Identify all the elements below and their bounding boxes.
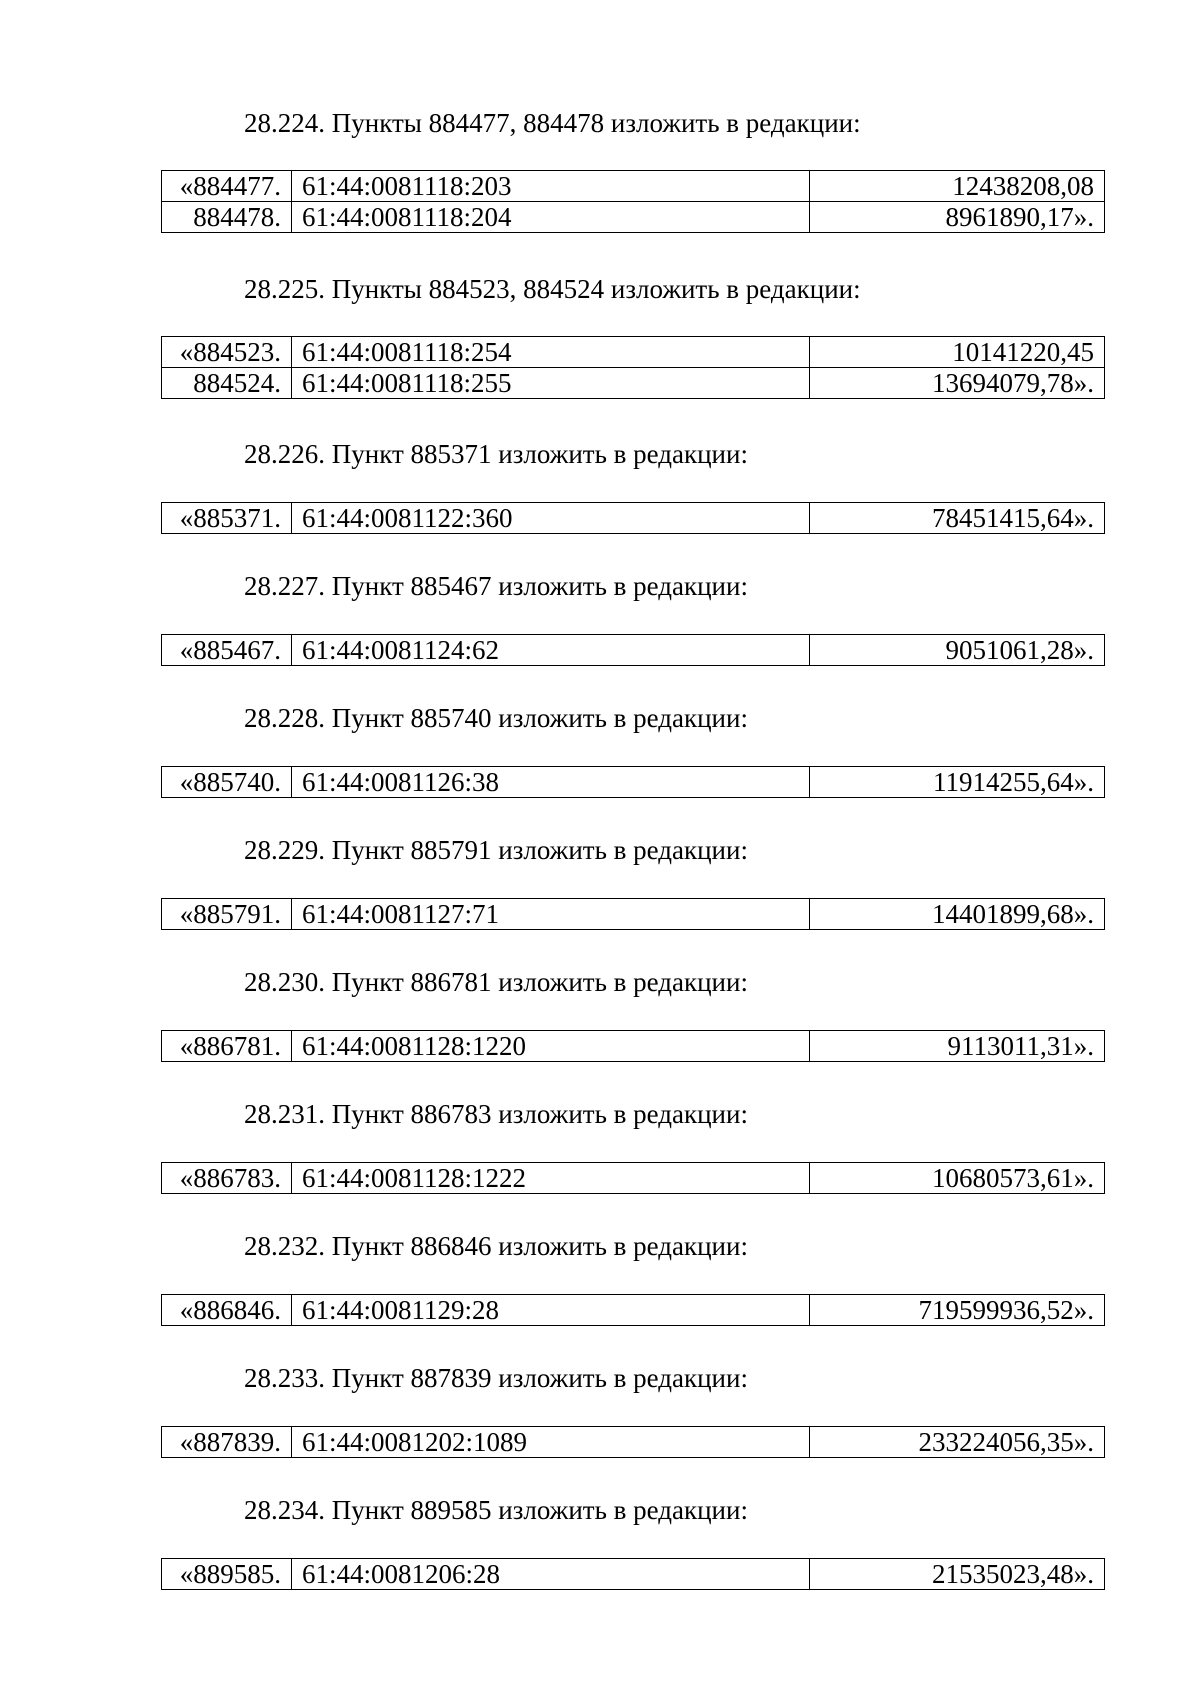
table-row	[162, 899, 1105, 930]
cadastral-value: 14401899,68».	[810, 899, 1105, 930]
section-heading: 28.224. Пункты 884477, 884478 изложить в редакции:	[244, 108, 861, 138]
section-heading: 28.229. Пункт 885791 изложить в редакции:	[244, 835, 748, 865]
cadastral-number: 61:44:0081128:1222	[292, 1163, 810, 1194]
item-number: «886783.	[162, 1163, 292, 1194]
section-table	[161, 1558, 1105, 1590]
item-number: «886846.	[162, 1295, 292, 1326]
table-row	[162, 1163, 1105, 1194]
cadastral-value: 10141220,45	[810, 337, 1105, 368]
section-heading: 28.233. Пункт 887839 изложить в редакции:	[244, 1363, 748, 1393]
item-number: «885467.	[162, 635, 292, 666]
table-row	[162, 1031, 1105, 1062]
section-table	[161, 1030, 1105, 1062]
cadastral-value: 8961890,17».	[810, 202, 1105, 233]
table-row	[162, 202, 1105, 233]
section-heading: 28.234. Пункт 889585 изложить в редакции:	[244, 1495, 748, 1525]
section-table	[161, 1294, 1105, 1326]
section-table	[161, 634, 1105, 666]
cadastral-value: 12438208,08	[810, 171, 1105, 202]
section-heading: 28.227. Пункт 885467 изложить в редакции:	[244, 571, 748, 601]
item-number: 884524.	[162, 368, 292, 399]
item-number: «885371.	[162, 503, 292, 534]
cadastral-number: 61:44:0081118:254	[292, 337, 810, 368]
cadastral-value: 719599936,52».	[810, 1295, 1105, 1326]
section-table	[161, 1426, 1105, 1458]
cadastral-number: 61:44:0081202:1089	[292, 1427, 810, 1458]
table-row	[162, 1295, 1105, 1326]
item-number: «887839.	[162, 1427, 292, 1458]
cadastral-value: 13694079,78».	[810, 368, 1105, 399]
item-number: «886781.	[162, 1031, 292, 1062]
item-number: «884477.	[162, 171, 292, 202]
cadastral-value: 11914255,64».	[810, 767, 1105, 798]
item-number: «884523.	[162, 337, 292, 368]
cadastral-value: 9113011,31».	[810, 1031, 1105, 1062]
item-number: «885740.	[162, 767, 292, 798]
section-table	[161, 766, 1105, 798]
cadastral-number: 61:44:0081206:28	[292, 1559, 810, 1590]
cadastral-number: 61:44:0081118:204	[292, 202, 810, 233]
section-heading: 28.228. Пункт 885740 изложить в редакции:	[244, 703, 748, 733]
item-number: «889585.	[162, 1559, 292, 1590]
cadastral-value: 21535023,48».	[810, 1559, 1105, 1590]
cadastral-value: 9051061,28».	[810, 635, 1105, 666]
cadastral-number: 61:44:0081122:360	[292, 503, 810, 534]
table-row	[162, 767, 1105, 798]
section-heading: 28.230. Пункт 886781 изложить в редакции:	[244, 967, 748, 997]
cadastral-number: 61:44:0081124:62	[292, 635, 810, 666]
cadastral-number: 61:44:0081118:203	[292, 171, 810, 202]
table-row	[162, 368, 1105, 399]
cadastral-value: 233224056,35».	[810, 1427, 1105, 1458]
section-heading: 28.225. Пункты 884523, 884524 изложить в редакции:	[244, 274, 861, 304]
section-table	[161, 170, 1105, 233]
section-heading: 28.232. Пункт 886846 изложить в редакции:	[244, 1231, 748, 1261]
item-number: «885791.	[162, 899, 292, 930]
table-row	[162, 1559, 1105, 1590]
section-table	[161, 502, 1105, 534]
cadastral-number: 61:44:0081126:38	[292, 767, 810, 798]
cadastral-value: 10680573,61».	[810, 1163, 1105, 1194]
section-table	[161, 336, 1105, 399]
table-row	[162, 171, 1105, 202]
cadastral-number: 61:44:0081128:1220	[292, 1031, 810, 1062]
cadastral-number: 61:44:0081127:71	[292, 899, 810, 930]
item-number: 884478.	[162, 202, 292, 233]
table-row	[162, 503, 1105, 534]
table-row	[162, 635, 1105, 666]
table-row	[162, 337, 1105, 368]
table-row	[162, 1427, 1105, 1458]
section-table	[161, 1162, 1105, 1194]
cadastral-number: 61:44:0081129:28	[292, 1295, 810, 1326]
section-table	[161, 898, 1105, 930]
cadastral-number: 61:44:0081118:255	[292, 368, 810, 399]
section-heading: 28.226. Пункт 885371 изложить в редакции:	[244, 439, 748, 469]
section-heading: 28.231. Пункт 886783 изложить в редакции:	[244, 1099, 748, 1129]
cadastral-value: 78451415,64».	[810, 503, 1105, 534]
